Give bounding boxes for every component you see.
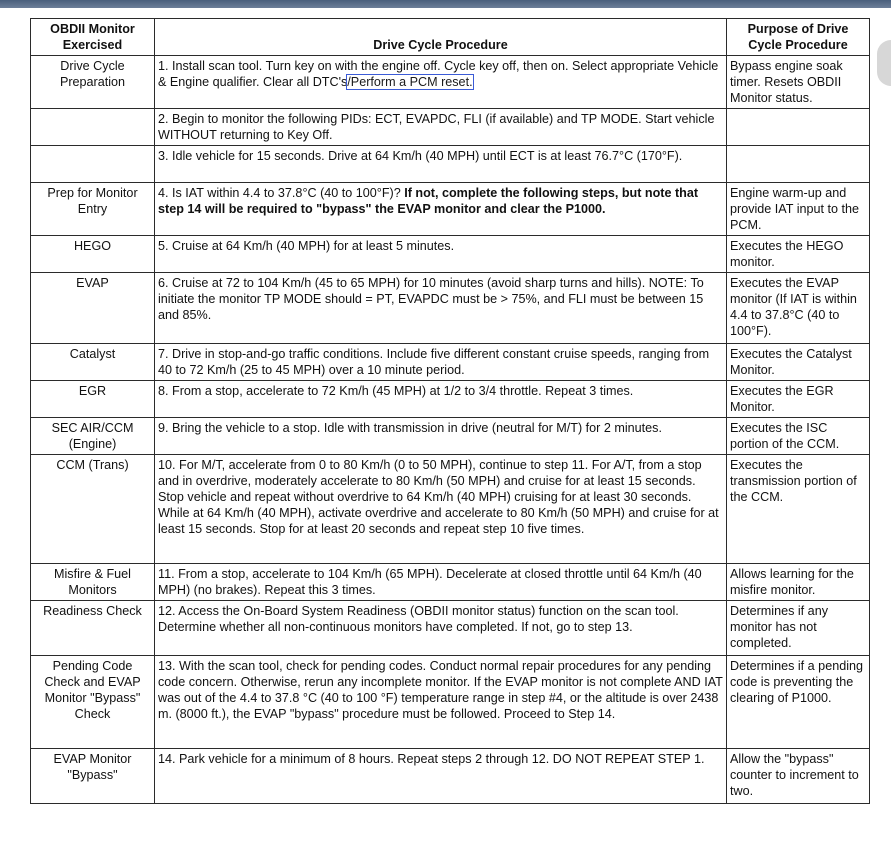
table-row bbox=[31, 344, 870, 381]
table-row bbox=[31, 418, 870, 455]
purpose-cell: Executes the HEGO monitor. bbox=[727, 236, 870, 273]
monitor-cell: HEGO bbox=[31, 236, 155, 273]
procedure-cell: 2. Begin to monitor the following PIDs: ECT, EVAPDC, FLI (if available) and TP MODE. Start vehicle WITHOUT returning to Key Off. bbox=[155, 109, 727, 146]
monitor-cell: Pending Code Check and EVAP Monitor "Bypass" Check bbox=[31, 656, 155, 749]
procedure-cell bbox=[155, 56, 727, 109]
procedure-cell: 13. With the scan tool, check for pending codes. Conduct normal repair procedures for any pending code concern. Otherwise, rerun any incomplete monitor. If the EVAP monitor is not complete AND IAT was out of the 4.4 to 37.8 °C (40 to 100 °F) temperature range in step #4, or the altitude is over 2438 m. (8000 ft.), the EVAP "bypass" procedure must be followed. Proceed to Step 14. bbox=[155, 656, 727, 749]
perform-pcm-reset-link[interactable]: /Perform a PCM reset. bbox=[347, 75, 473, 89]
monitor-cell: CCM (Trans) bbox=[31, 455, 155, 564]
monitor-cell bbox=[31, 109, 155, 146]
monitor-cell: Prep for Monitor Entry bbox=[31, 183, 155, 236]
header-purpose: Purpose of Drive Cycle Procedure bbox=[727, 19, 870, 56]
purpose-cell: Executes the ISC portion of the CCM. bbox=[727, 418, 870, 455]
purpose-cell: Determines if any monitor has not completed. bbox=[727, 601, 870, 656]
monitor-cell: Drive Cycle Preparation bbox=[31, 56, 155, 109]
table-header-row bbox=[31, 19, 870, 56]
drive-cycle-table bbox=[30, 18, 870, 804]
procedure-cell: 11. From a stop, accelerate to 104 Km/h (65 MPH). Decelerate at closed throttle until 64 Km/h (40 MPH) (no brakes). Repeat this 3 times. bbox=[155, 564, 727, 601]
purpose-cell: Bypass engine soak timer. Resets OBDII Monitor status. bbox=[727, 56, 870, 109]
purpose-cell: Executes the EGR Monitor. bbox=[727, 381, 870, 418]
header-procedure: Drive Cycle Procedure bbox=[155, 19, 727, 56]
table-row bbox=[31, 455, 870, 564]
procedure-cell: 9. Bring the vehicle to a stop. Idle with transmission in drive (neutral for M/T) for 2 minutes. bbox=[155, 418, 727, 455]
table-row bbox=[31, 656, 870, 749]
monitor-cell: EVAP Monitor "Bypass" bbox=[31, 749, 155, 804]
purpose-cell: Executes the Catalyst Monitor. bbox=[727, 344, 870, 381]
purpose-cell: Executes the transmission portion of the CCM. bbox=[727, 455, 870, 564]
purpose-cell: Executes the EVAP monitor (If IAT is within 4.4 to 37.8°C (40 to 100°F). bbox=[727, 273, 870, 344]
table-row bbox=[31, 601, 870, 656]
scroll-handle[interactable] bbox=[877, 40, 891, 86]
procedure-cell: 7. Drive in stop-and-go traffic conditions. Include five different constant cruise speeds, ranging from 40 to 72 Km/h (25 to 45 MPH) over a 10 minute period. bbox=[155, 344, 727, 381]
table-row bbox=[31, 146, 870, 183]
table-row bbox=[31, 236, 870, 273]
purpose-cell: Determines if a pending code is preventing the clearing of P1000. bbox=[727, 656, 870, 749]
table-row bbox=[31, 109, 870, 146]
procedure-cell: 12. Access the On-Board System Readiness (OBDII monitor status) function on the scan tool. Determine whether all non-continuous monitors have completed. If not, go to step 13. bbox=[155, 601, 727, 656]
table-row bbox=[31, 381, 870, 418]
table-row bbox=[31, 183, 870, 236]
table-row bbox=[31, 273, 870, 344]
procedure-cell: 8. From a stop, accelerate to 72 Km/h (45 MPH) at 1/2 to 3/4 throttle. Repeat 3 times. bbox=[155, 381, 727, 418]
monitor-cell: Readiness Check bbox=[31, 601, 155, 656]
procedure-cell bbox=[155, 183, 727, 236]
purpose-cell bbox=[727, 146, 870, 183]
procedure-cell: 5. Cruise at 64 Km/h (40 MPH) for at least 5 minutes. bbox=[155, 236, 727, 273]
header-monitor: OBDII Monitor Exercised bbox=[31, 19, 155, 56]
monitor-cell bbox=[31, 146, 155, 183]
purpose-cell: Engine warm-up and provide IAT input to the PCM. bbox=[727, 183, 870, 236]
procedure-cell: 3. Idle vehicle for 15 seconds. Drive at 64 Km/h (40 MPH) until ECT is at least 76.7°C (170°F). bbox=[155, 146, 727, 183]
procedure-cell: 10. For M/T, accelerate from 0 to 80 Km/h (0 to 50 MPH), continue to step 11. For A/T, from a stop and in overdrive, moderately accelerate to 80 Km/h (50 MPH) and cruise for at least 15 seconds. Stop vehicle and repeat without overdrive to 64 Km/h (40 MPH) cruising for at least 30 seconds. While at 64 Km/h (40 MPH), activate overdrive and accelerate to 80 Km/h (50 MPH) and cruise for at least 15 seconds. Stop for at least 20 seconds and repeat step 10 five times. bbox=[155, 455, 727, 564]
window-top-bar bbox=[0, 0, 891, 8]
table-row bbox=[31, 564, 870, 601]
table-row bbox=[31, 749, 870, 804]
purpose-cell: Allows learning for the misfire monitor. bbox=[727, 564, 870, 601]
purpose-cell: Allow the "bypass" counter to increment to two. bbox=[727, 749, 870, 804]
monitor-cell: EVAP bbox=[31, 273, 155, 344]
purpose-cell bbox=[727, 109, 870, 146]
monitor-cell: Misfire & Fuel Monitors bbox=[31, 564, 155, 601]
procedure-text: 1. Install scan tool. Turn key on with the engine off. Cycle key off, then on. Select appropriate Vehicle & Engine qualifier. Clear all DTC's bbox=[158, 59, 719, 89]
monitor-cell: EGR bbox=[31, 381, 155, 418]
monitor-cell: SEC AIR/CCM (Engine) bbox=[31, 418, 155, 455]
procedure-cell: 6. Cruise at 72 to 104 Km/h (45 to 65 MPH) for 10 minutes (avoid sharp turns and hills). NOTE: To initiate the monitor TP MODE should = PT, EVAPDC must be > 75%, and FLI must be between 15 and 85%. bbox=[155, 273, 727, 344]
procedure-bold-note: If not, complete the following steps, but note that step 14 will be required to "bypass" the EVAP monitor and clear the P1000. bbox=[158, 186, 699, 216]
table-row bbox=[31, 56, 870, 109]
procedure-cell: 14. Park vehicle for a minimum of 8 hours. Repeat steps 2 through 12. DO NOT REPEAT STEP 1. bbox=[155, 749, 727, 804]
monitor-cell: Catalyst bbox=[31, 344, 155, 381]
procedure-text: 4. Is IAT within 4.4 to 37.8°C (40 to 100°F)? bbox=[158, 186, 401, 200]
